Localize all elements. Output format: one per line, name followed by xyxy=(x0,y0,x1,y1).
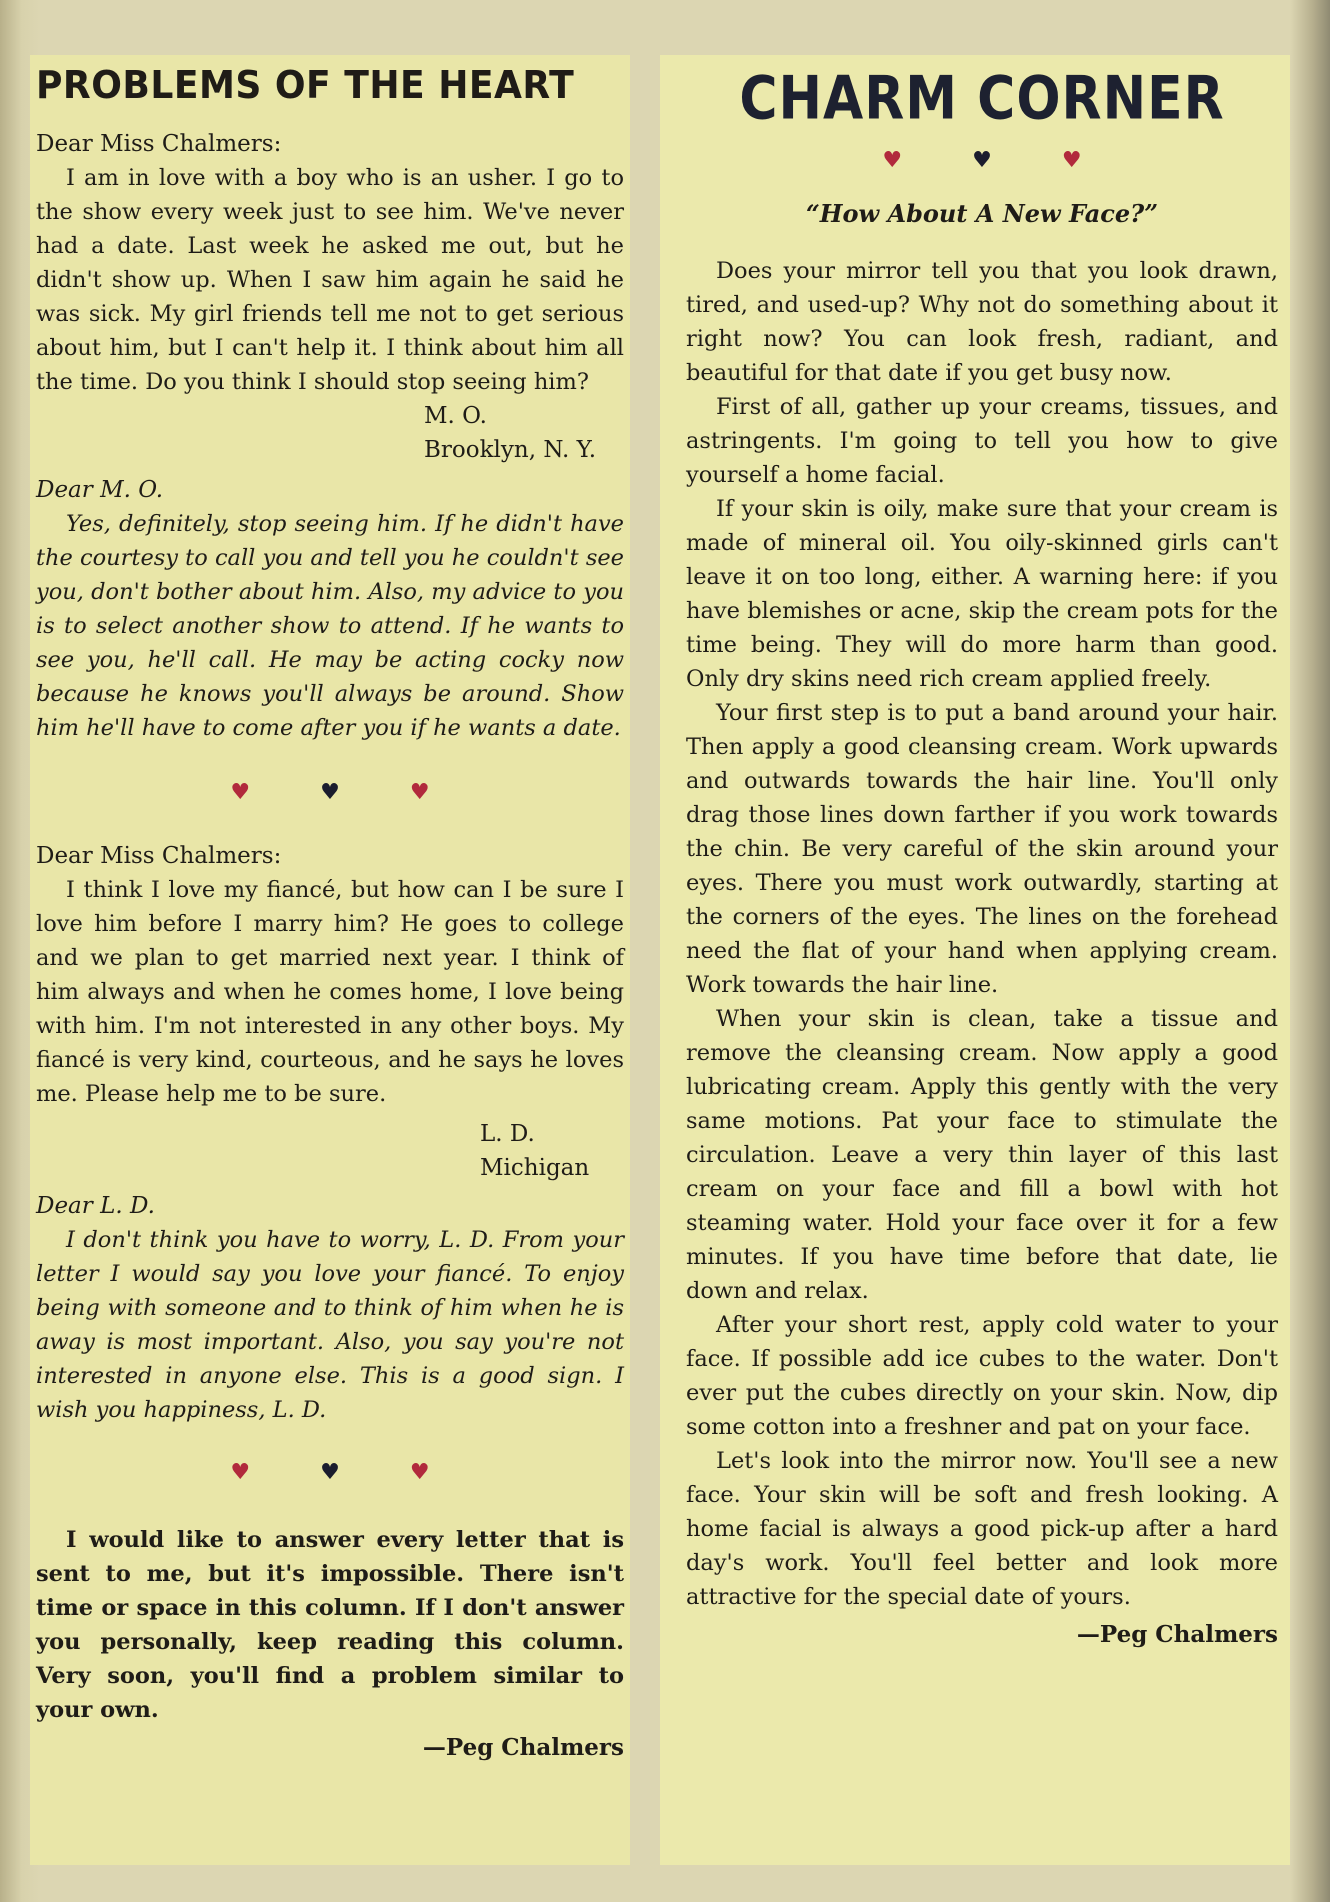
heart-icon: ♥ xyxy=(972,148,992,173)
charm-corner-column xyxy=(660,55,1290,1865)
charm-paragraph: Your first step is to put a band around your hair. Then apply a good cleansing cream. Work upwards and outwards towards the hair line. You'll only drag those lines down farther if you work towards the chin. Be very careful of the skin around your eyes. There you must work outwardly, starting at the corners of the eyes. The lines on the forehead need the flat of your hand when applying cream. Work towards the hair line. xyxy=(686,700,1278,998)
reply2-salutation: Dear L. D. xyxy=(36,1193,155,1219)
letter2-salutation: Dear Miss Chalmers: xyxy=(36,843,282,869)
charm-paragraph: First of all, gather up your creams, tissues, and astringents. I'm going to tell you how to give yourself a home facial. xyxy=(686,394,1278,488)
heart-icon: ♥ xyxy=(882,148,903,173)
problems-heading: PROBLEMS OF THE HEART xyxy=(36,63,575,107)
heart-icon: ♥ xyxy=(230,1460,251,1485)
left-signoff: —Peg Chalmers xyxy=(422,1734,624,1761)
closing-note: I would like to answer every letter that is sent to me, but it's impossible. There isn't time or space in this column. If I don't answer you personally, keep reading this column. Very soon, you'll find a problem similar to your own. xyxy=(36,1527,624,1723)
charm-paragraph: After your short rest, apply cold water to your face. If possible add ice cubes to the water. Don't ever put the cubes directly on your skin. Now, dip some cotton into a freshner and pat on your face. xyxy=(686,1312,1278,1440)
letter2-signature-place: Michigan xyxy=(480,1155,590,1181)
letter1-signature-name: M. O. xyxy=(424,403,487,429)
heart-icon: ♥ xyxy=(409,1460,430,1485)
heart-divider-3 xyxy=(686,141,1278,181)
reply1-salutation: Dear M. O. xyxy=(36,477,164,503)
charm-corner-heading: CHARM CORNER xyxy=(739,64,1225,134)
letter1-body: I am in love with a boy who is an usher. I go to the show every week just to see him. We've never had a date. Last week he asked me out, but he didn't show up. When I saw him again he said he was sick. My girl friends tell me not to get serious about him, but I can't help it. I think about him all the time. Do you think I should stop seeing him? xyxy=(36,165,624,395)
problems-column xyxy=(30,55,630,1865)
heart-icon: ♥ xyxy=(1061,148,1082,173)
charm-paragraph: When your skin is clean, take a tissue and remove the cleansing cream. Now apply a good lubricating cream. Apply this gently with the very same motions. Pat your face to stimulate the circulation. Leave a very thin layer of this last cream on your face and fill a bowl with hot steaming water. Hold your face over it for a few minutes. If you have time before that date, lie down and relax. xyxy=(686,1006,1278,1304)
heart-icon: ♥ xyxy=(320,780,340,805)
reply2-body: I don't think you have to worry, L. D. From your letter I would say you love your fiancé. To enjoy being with someone and to think of him when he is away is most important. Also, you say you're not interested in anyone else. This is a good sign. I wish you happiness, L. D. xyxy=(36,1227,624,1423)
heart-icon: ♥ xyxy=(230,780,251,805)
letter1-salutation: Dear Miss Chalmers: xyxy=(36,131,282,157)
heart-icon: ♥ xyxy=(409,780,430,805)
right-signoff: —Peg Chalmers xyxy=(1076,1621,1278,1648)
heart-divider-1 xyxy=(36,773,624,813)
heart-divider-2 xyxy=(36,1453,624,1493)
charm-paragraph: Let's look into the mirror now. You'll see a new face. Your skin will be soft and fresh looking. A home facial is always a good pick-up after a hard day's work. You'll feel better and look more attractive for the special date of yours. xyxy=(686,1448,1278,1610)
letter2-body: I think I love my fiancé, but how can I be sure I love him before I marry him? He goes to college and we plan to get married next year. I think of him always and when he comes home, I love being with him. I'm not interested in any other boys. My fiancé is very kind, courteous, and he says he loves me. Please help me to be sure. xyxy=(36,877,624,1107)
charm-paragraph: Does your mirror tell you that you look drawn, tired, and used-up? Why not do something about it right now? You can look fresh, radiant, and beautiful for that date if you get busy now. xyxy=(686,258,1278,386)
charm-subtitle: “How About A New Face?” xyxy=(805,199,1159,228)
charm-paragraph: If your skin is oily, make sure that your cream is made of mineral oil. You oily-skinned girls can't leave it on too long, either. A warning here: if you have blemishes or acne, skip the cream pots for the time being. They will do more harm than good. Only dry skins need rich cream applied freely. xyxy=(686,496,1278,692)
reply1-body: Yes, definitely, stop seeing him. If he didn't have the courtesy to call you and tell you he couldn't see you, don't bother about him. Also, my advice to you is to select another show to attend. If he wants to see you, he'll call. He may be acting cocky now because he knows you'll always be around. Show him he'll have to come after you if he wants a date. xyxy=(36,511,624,741)
letter2-signature-name: L. D. xyxy=(480,1121,535,1147)
letter1-signature-place: Brooklyn, N. Y. xyxy=(424,437,597,463)
heart-icon: ♥ xyxy=(320,1460,340,1485)
